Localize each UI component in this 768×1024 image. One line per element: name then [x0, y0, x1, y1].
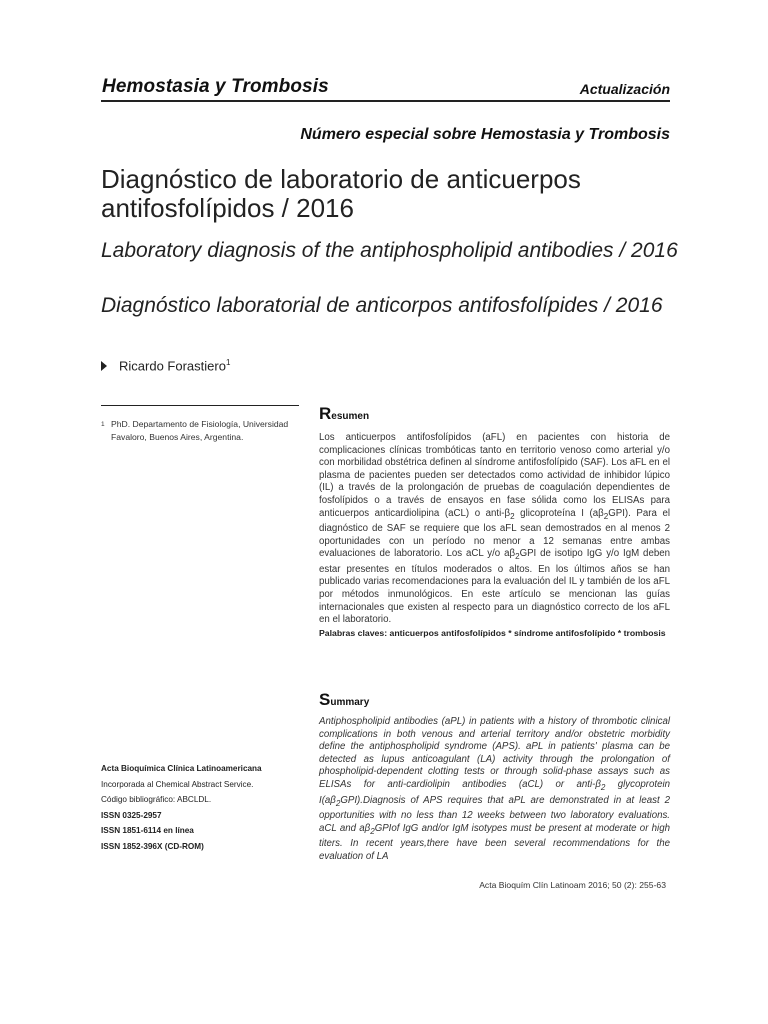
affiliation-note	[101, 418, 301, 444]
journal-code: Código bibliográfico: ABCLDL.	[101, 795, 212, 804]
summary-text-part: GPI).Diagnosis of APS requires that aPL are demonstrated in at least 2 opportunities with no less than 12 weeks between two laboratory evaluations. aCL and aβ	[319, 794, 670, 834]
resumen-text-part: Los anticuerpos antifosfolípidos (aFL) en pacientes con historia de complicaciones clínicas trombóticas tanto en territorio venoso como arterial y/o con morbilidad obstétrica definen al síndrome antifosfolípido (SAF). Los aFL en el plasma de pacientes pueden ser detectados como actividad de inhibidor lúpico (IL) a través de la prolongación de pruebas de coagulación dependientes de fosfolípidos o a través de ensayos en fase sólida como los ELISAs para anticuerpos anticardiolipina (aCL) o anti-β	[319, 432, 670, 519]
summary-heading-initial: S	[319, 690, 331, 709]
issn-cd: ISSN 1852-396X (CD-ROM)	[101, 841, 204, 851]
summary-subscript: 2	[370, 826, 375, 836]
issn-print: ISSN 0325-2957	[101, 810, 162, 820]
summary-subscript: 2	[335, 798, 341, 808]
summary-text	[319, 716, 670, 862]
title-portuguese: Diagnóstico laboratorial de anticorpos antifosfolípides / 2016	[101, 294, 663, 317]
journal-indexing: Incorporada al Chemical Abstract Service.	[101, 779, 254, 789]
summary-text-part: glycoprotein I(aβ	[319, 778, 670, 806]
summary-heading	[319, 690, 369, 710]
header-divider	[101, 100, 670, 102]
title-spanish: Diagnóstico de laboratorio de anticuerpos antifosfolípidos / 2016	[101, 164, 581, 223]
resumen-text-part: glicoproteína I (aβ	[514, 507, 604, 519]
triangle-bullet-icon	[101, 361, 107, 371]
author-line	[101, 358, 230, 373]
journal-section-title: Hemostasia y Trombosis	[102, 76, 329, 97]
affiliation-text: PhD. Departamento de Fisiología, Universidad Favaloro, Buenos Aires, Argentina.	[111, 419, 289, 442]
issn-online: ISSN 1851-6114 en línea	[101, 826, 194, 835]
affiliation-divider	[101, 405, 299, 406]
citation: Acta Bioquím Clín Latinoam 2016; 50 (2): 255-63	[479, 880, 666, 890]
title-english: Laboratory diagnosis of the antiphospholipid antibodies / 2016	[101, 239, 678, 262]
summary-text-part: Antiphospholipid antibodies (aPL) in patients with a history of thrombotic clinical complications in both venous and arterial territory and/or obstetric morbidity define the antiphospholipid syndrome (APS). aPL in patients' plasma can be detected as lupus anticoagulant (LA) activity through the prolongation of phospholipid-dependent clotting tests or through solid-phase assays such as ELISAs for anti-cardiolipin antibodies (aCL) or anti-β	[319, 716, 670, 790]
journal-name: Acta Bioquímica Clínica Latinoamericana	[101, 764, 262, 773]
summary-text-part: GPIof IgG and/or IgM isotypes must be present at moderate or high titers. In recent years,there have been several recommendations for the evaluation of LA	[319, 822, 670, 862]
resumen-heading-initial: R	[319, 404, 332, 423]
author-footnote-mark: 1	[225, 358, 231, 367]
resumen-subscript: 2	[603, 511, 609, 521]
special-issue-label: Número especial sobre Hemostasia y Trombosis	[300, 126, 670, 143]
article-type-label: Actualización	[579, 81, 670, 97]
summary-subscript: 2	[600, 782, 606, 792]
resumen-text	[319, 432, 670, 627]
journal-info	[101, 761, 301, 854]
affiliation-mark: 1	[101, 421, 105, 428]
summary-heading-rest: ummary	[330, 697, 370, 708]
author-name: Ricardo Forastiero	[119, 358, 226, 374]
resumen-heading	[319, 404, 369, 424]
resumen-heading-rest: esumen	[331, 411, 370, 422]
resumen-text-part: GPI de isotipo IgG y/o IgM deben estar presentes en títulos moderados o altos. En los últimos años se han publicado varias recomendaciones para la evaluación del IL y también de los aFL por métodos inmunológicos. En este artículo se mencionan las guías internacionales que existen al respecto para un diagnóstico correcto de los aFL en el laboratorio.	[319, 548, 670, 626]
keywords: Palabras claves: anticuerpos antifosfolípidos * síndrome antifosfolípido * trombosis	[319, 628, 666, 638]
resumen-subscript: 2	[515, 552, 520, 562]
resumen-text-part: GPI). Para el diagnóstico de SAF se requiere que los aFL sean demostrados en al menos 2 oportunidades con un período no menor a 12 semanas entre ambas evaluaciones de laboratorio. Los aCL y/o aβ	[319, 507, 670, 560]
resumen-subscript: 2	[510, 511, 515, 521]
